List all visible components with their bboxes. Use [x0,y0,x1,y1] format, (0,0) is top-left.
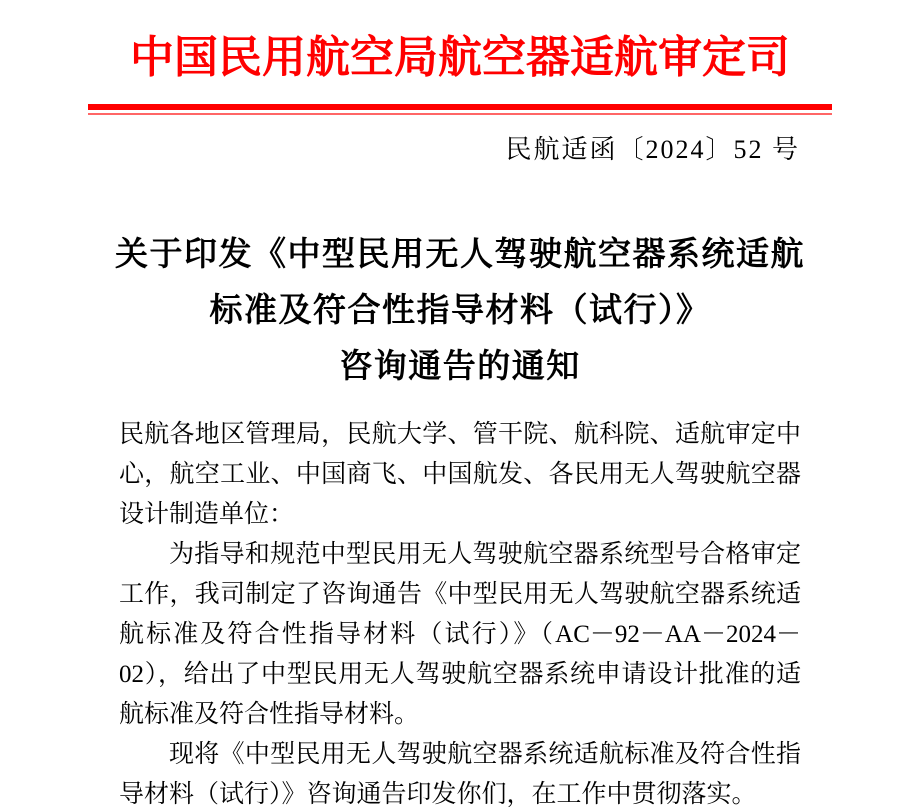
title-line-2: 标准及符合性指导材料（试行）》 [209,293,711,329]
title-line-1: 关于印发《中型民用无人驾驶航空器系统适航 [115,237,805,273]
document-header [0,32,920,163]
title-line-3: 咨询通告的通知 [339,349,581,385]
divider-thick-line [88,104,832,110]
masthead-divider [88,104,832,115]
divider-thin-line [88,113,832,115]
notice-title [0,227,920,395]
body-paragraph-2: 现将《中型民用无人驾驶航空器系统适航标准及符合性指导材料（试行）》咨询通告印发你们，在工作中贯彻落实。 [119,741,801,808]
body-paragraph-salutation: 民航各地区管理局，民航大学、管干院、航科院、适航审定中心，航空工业、中国商飞、中国航发、各民用无人驾驶航空器设计制造单位： [119,421,801,528]
body-paragraph-1: 为指导和规范中型民用无人驾驶航空器系统型号合格审定工作，我司制定了咨询通告《中型民用无人驾驶航空器系统适航标准及符合性指导材料（试行）》（AC－92－AA－2024－02），给出了中型民用无人驾驶航空器系统申请设计批准的适航标准及符合性指导材料。 [119,541,801,728]
notice-body [119,415,801,810]
agency-masthead: 中国民用航空局航空器适航审定司 [130,33,790,82]
document-number: 民航适函〔2024〕52 号 [505,135,800,164]
